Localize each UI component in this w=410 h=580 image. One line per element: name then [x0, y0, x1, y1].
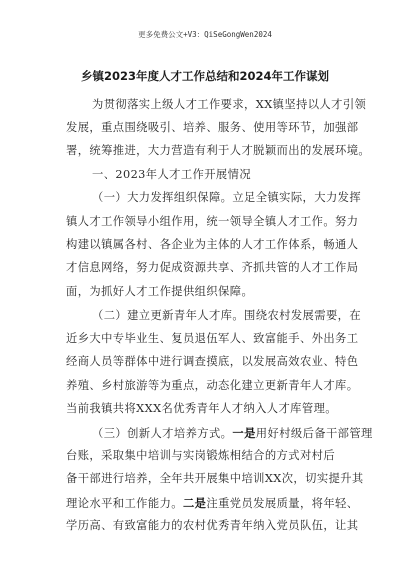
body-text: 注重党员发展质量，将年轻、: [206, 497, 359, 510]
body-text: 理论水平和工作能力。: [66, 497, 183, 510]
body-line: 才信息网络，努力促成资源共享、齐抓共管的人才工作局: [66, 261, 359, 274]
body-line: 发展，重点围绕吸引、培养、服务、使用等环节，加强部: [66, 121, 359, 134]
body-line: 为贯彻落实上级人才工作要求，XX镇坚持以人才引领: [92, 98, 367, 111]
bold-lead: 一是: [232, 426, 256, 440]
body-line: 台账，采取集中培训与实岗锻炼相结合的方式对村后: [66, 449, 336, 462]
body-line: 备干部进行培养，全年共开展集中培训XX次，切实提升其: [66, 472, 364, 485]
body-text: 用好村级后备干部管理: [255, 427, 373, 440]
body-line: 当前我镇共将XXX名优秀青年人才纳入人才库管理。: [66, 402, 337, 415]
subsection-text: （三）创新人才培养方式。: [92, 427, 233, 440]
body-line: 镇人才工作领导小组作用，统一领导全镇人才工作。努力: [66, 215, 359, 228]
body-line: [66, 496, 358, 511]
body-line: 构建以镇属各村、各企业为主体的人才工作体系，畅通人: [66, 238, 359, 251]
document-title: 乡镇2023年度人才工作总结和2024年工作谋划: [80, 69, 329, 83]
body-line: 署，统筹推进，大力营造有利于人才脱颖而出的发展环境。: [66, 144, 371, 157]
section-heading: 一、2023年人才工作开展情况: [92, 168, 252, 181]
body-line: 面，为抓好人才工作提供组织保障。: [66, 285, 254, 298]
body-line: 经商人员等群体中进行调查摸底，以发展高效农业、特色: [66, 355, 359, 368]
body-line: 学历高、有致富能力的农村优秀青年纳入党员队伍，让其: [66, 519, 359, 532]
body-line: 近乡大中专毕业生、复员退伍军人、致富能手、外出务工: [66, 332, 359, 345]
body-line: （一）大力发挥组织保障。立足全镇实际，大力发挥: [92, 191, 362, 204]
body-line: [92, 426, 373, 441]
page-header: 更多免费公文+V3：QiSeGongWen2024: [138, 30, 272, 39]
body-line: 养殖、乡村旅游等为重点，动态化建立更新青年人才库。: [66, 379, 359, 392]
bold-lead: 二是: [182, 496, 207, 510]
body-line: （二）建立更新青年人才库。围绕农村发展需要，在: [92, 309, 362, 322]
